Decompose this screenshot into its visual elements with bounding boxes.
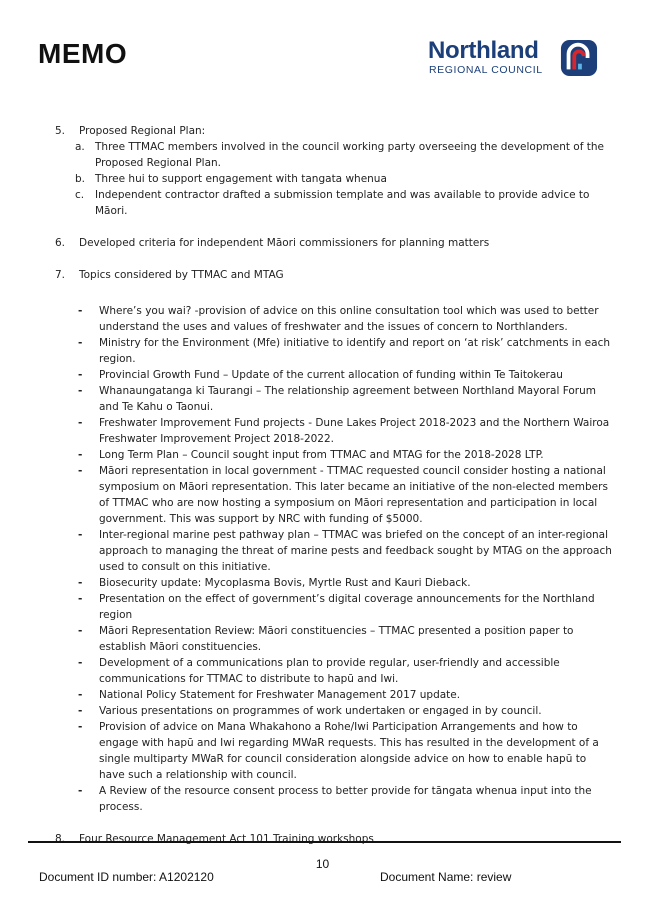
list-item (55, 267, 615, 283)
bullet-item (55, 447, 615, 463)
sub-item (55, 139, 615, 171)
sub-item-text: Three hui to support engagement with tangata whenua (95, 173, 387, 185)
bullet-item (55, 463, 615, 527)
bullet-text: Biosecurity update: Mycoplasma Bovis, Myrtle Rust and Kauri Dieback. (99, 577, 471, 589)
memo-body (55, 123, 615, 847)
bullet-text: Presentation on the effect of government’s digital coverage announcements for the Northland region (99, 593, 595, 621)
dash-marker: - (78, 465, 83, 477)
sub-item-text: Three TTMAC members involved in the council working party overseeing the development of the Proposed Regional Plan. (95, 141, 604, 169)
dash-marker: - (78, 705, 83, 717)
logo-name: Northland (428, 37, 539, 64)
memo-title: MEMO (38, 38, 128, 69)
sub-item-letter: a. (75, 141, 85, 153)
bullet-item (55, 703, 615, 719)
spacer (55, 283, 615, 303)
bullet-text: Where’s you wai? -provision of advice on this online consultation tool which was used to better understand the uses and values of freshwater and the issues of concern to Northlanders. (99, 305, 599, 333)
bullet-item (55, 719, 615, 783)
item-number: 7. (55, 269, 66, 281)
dash-marker: - (78, 593, 83, 605)
dash-marker: - (78, 417, 83, 429)
bullet-text: Māori representation in local government - TTMAC requested council consider hosting a national symposium on Māori representation. This later became an initiative of the non-elected members of TTMAC who are now hosting a symposium on Māori representation and participation in local government. This was support by NRC with funding of $5000. (99, 465, 608, 525)
bullet-item (55, 367, 615, 383)
item-number: 5. (55, 125, 66, 137)
page-number: 10 (315, 857, 330, 871)
dash-marker: - (78, 369, 83, 381)
bullet-item (55, 303, 615, 335)
bullet-item (55, 335, 615, 367)
sub-item-letter: c. (75, 189, 85, 201)
dash-marker: - (78, 785, 83, 797)
dash-marker: - (78, 721, 83, 733)
bullet-item (55, 527, 615, 575)
bullet-item (55, 591, 615, 623)
bullet-text: Provincial Growth Fund – Update of the current allocation of funding within Te Taitokerau (99, 369, 563, 381)
bullet-item (55, 655, 615, 687)
spacer (55, 219, 615, 235)
bullet-text: A Review of the resource consent process to better provide for tāngata whenua input into the process. (99, 785, 592, 813)
item-text: Four Resource Management Act 101 Training workshops (79, 833, 374, 845)
dash-marker: - (78, 625, 83, 637)
bullet-text: Inter-regional marine pest pathway plan – TTMAC was briefed on the concept of an inter-regional approach to managing the threat of marine pests and feedback sought by MTAG on the approach used to consult on this initiative. (99, 529, 612, 573)
spacer (55, 251, 615, 267)
bullet-text: Freshwater Improvement Fund projects - Dune Lakes Project 2018-2023 and the Northern Wairoa Freshwater Improvement Project 2018-2022. (99, 417, 610, 445)
bullet-item (55, 383, 615, 415)
bullet-text: Development of a communications plan to provide regular, user-friendly and accessible communications for TTMAC to distribute to hapū and Iwi. (99, 657, 560, 685)
dash-marker: - (78, 577, 83, 589)
dash-marker: - (78, 657, 83, 669)
dash-marker: - (78, 385, 83, 397)
bullet-text: Various presentations on programmes of work undertaken or engaged in by council. (99, 705, 542, 717)
dash-marker: - (78, 689, 83, 701)
dash-marker: - (78, 337, 83, 349)
council-emblem-icon (560, 39, 598, 77)
bullet-text: Māori Representation Review: Māori constituencies – TTMAC presented a position paper to establish Māori constituencies. (99, 625, 574, 653)
bullet-text: National Policy Statement for Freshwater Management 2017 update. (99, 689, 461, 701)
item-text: Proposed Regional Plan: (79, 125, 206, 137)
bullet-item (55, 623, 615, 655)
dash-marker: - (78, 529, 83, 541)
item-text: Topics considered by TTMAC and MTAG (79, 269, 284, 281)
list-item (55, 123, 615, 139)
footer-divider (28, 841, 621, 843)
bullet-text: Ministry for the Environment (Mfe) initiative to identify and report on ‘at risk’ catchments in each region. (99, 337, 611, 365)
bullet-item (55, 687, 615, 703)
list-item (55, 235, 615, 251)
item-number: 6. (55, 237, 66, 249)
northland-regional-council-logo (428, 38, 598, 80)
document-name: Document Name: review (380, 870, 512, 884)
bullet-text: Whanaungatanga ki Taurangi – The relationship agreement between Northland Mayoral Forum and Te Kahu o Taonui. (99, 385, 596, 413)
sub-item (55, 171, 615, 187)
item-text: Developed criteria for independent Māori commissioners for planning matters (79, 237, 490, 249)
sub-item (55, 187, 615, 219)
dash-marker: - (78, 305, 83, 317)
bullet-text: Provision of advice on Mana Whakahono a Rohe/Iwi Participation Arrangements and how to engage with hapū and Iwi regarding MWaR requests. This has resulted in the development of a single multiparty MWaR for council consideration alongside advice on how to enable hapū to have such a relationship with council. (99, 721, 599, 781)
bullet-item (55, 415, 615, 447)
logo-subtitle: REGIONAL COUNCIL (429, 64, 543, 76)
sub-item-letter: b. (75, 173, 86, 185)
bullet-text: Long Term Plan – Council sought input from TTMAC and MTAG for the 2018-2028 LTP. (99, 449, 544, 461)
sub-item-text: Independent contractor drafted a submission template and was available to provide advice to Māori. (95, 189, 590, 217)
list-item (55, 831, 615, 847)
bullet-item (55, 575, 615, 591)
spacer (55, 815, 615, 831)
document-id: Document ID number: A1202120 (39, 870, 214, 884)
item-number: 8. (55, 833, 66, 845)
dash-marker: - (78, 449, 83, 461)
bullet-item (55, 783, 615, 815)
